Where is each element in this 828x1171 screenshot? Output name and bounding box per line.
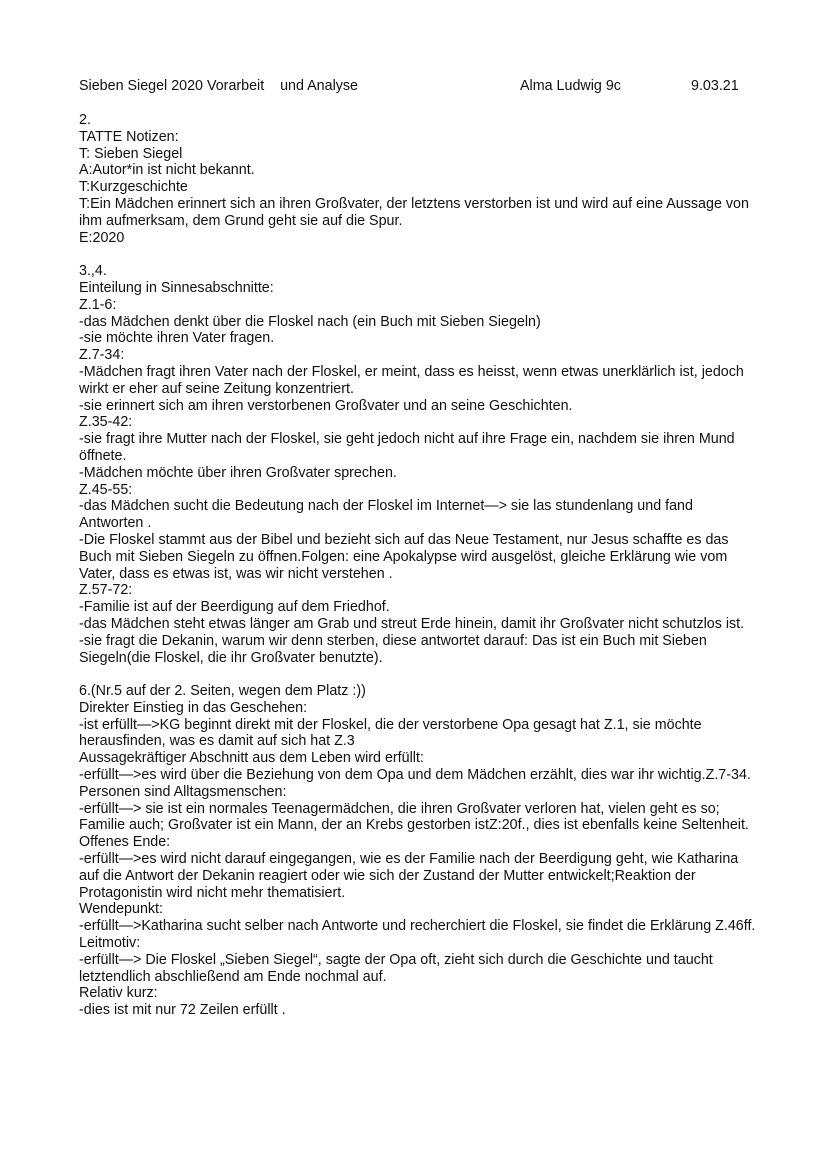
section-34-line: Z.57-72:	[79, 582, 133, 599]
section-6-line: -erfüllt—> Die Floskel „Sieben Siegel“, sagte der Opa oft, zieht sich durch die Geschichte und taucht letztendlich abschließend am Ende nochmal auf.	[79, 951, 713, 985]
section-2-line: A:Autor*in ist nicht bekannt.	[79, 162, 255, 179]
section-34-line: -sie fragt ihre Mutter nach der Floskel, sie geht jedoch nicht auf ihre Frage ein, nachdem sie ihren Mund öffnete.	[79, 431, 735, 464]
section-2-number: 2.	[79, 112, 91, 128]
section-34-line: -Mädchen fragt ihren Vater nach der Floskel, er meint, dass es heisst, wenn etwas unerklärlich ist, jedoch wirkt er eher auf seine Zeitung konzentriert.	[79, 363, 744, 397]
section-2-line: T:Ein Mädchen erinnert sich an ihren Großvater, der letztens verstorben ist und wird auf eine Aussage von ihm aufmerksam, dem Grund geht sie auf die Spur.	[79, 195, 749, 229]
section-34-number: 3.,4.	[79, 263, 107, 280]
section-34-line: -Die Floskel stammt aus der Bibel und bezieht sich auf das Neue Testament, nur Jesus schaffte es das Buch mit Sieben Siegeln zu öffnen.Folgen: eine Apokalypse wird ausgelöst, gleiche Erklärung wie vom Vater, dass es etwas ist, was wir nicht verstehen .	[79, 531, 729, 582]
section-gap	[79, 246, 759, 263]
document-header	[79, 78, 828, 96]
section-2-line: T: Sieben Siegel	[79, 145, 183, 162]
document-date: 9.03.21	[691, 78, 739, 94]
section-34-line: Z.1-6:	[79, 296, 117, 313]
section-6-line: Leitmotiv:	[79, 935, 141, 952]
section-6-number: 6.(Nr.5 auf der 2. Seiten, wegen dem Platz :))	[79, 683, 366, 700]
document-body	[79, 112, 759, 1019]
section-34-line: -Mädchen möchte über ihren Großvater sprechen.	[79, 464, 397, 481]
section-6-line: Wendepunkt:	[79, 901, 163, 918]
section-6-line: -dies ist mit nur 72 Zeilen erfüllt .	[79, 1002, 286, 1019]
section-34-line: Z.7-34:	[79, 347, 125, 364]
section-34-line: -das Mädchen sucht die Bedeutung nach der Floskel im Internet—> sie las stundenlang und fand Antworten .	[79, 498, 693, 532]
section-34-line: -Familie ist auf der Beerdigung auf dem Friedhof.	[79, 599, 390, 616]
section-34-line: -das Mädchen denkt über die Floskel nach (ein Buch mit Sieben Siegeln)	[79, 313, 541, 330]
section-6-line: -ist erfüllt—>KG beginnt direkt mit der Floskel, die der verstorbene Opa gesagt hat Z.1, sie möchte herausfinden, was es damit auf sich hat Z.3	[79, 716, 702, 750]
section-2-line: E:2020	[79, 229, 125, 246]
section-34-heading: Einteilung in Sinnesabschnitte:	[79, 279, 274, 296]
section-6-line: Offenes Ende:	[79, 834, 171, 851]
section-6-line: -erfüllt—>es wird nicht darauf eingegangen, wie es der Familie nach der Beerdigung geht, wie Katharina auf die Antwort der Dekanin reagiert oder wie sich der Zustand der Mutter entwickelt;Reaktion der Protagonistin wird nicht mehr thematisiert.	[79, 851, 739, 901]
section-34-line: -das Mädchen steht etwas länger am Grab und streut Erde hinein, damit ihr Großvater nicht schutzlos ist.	[79, 615, 745, 632]
section-34-line: -sie möchte ihren Vater fragen.	[79, 330, 275, 347]
section-2-line: T:Kurzgeschichte	[79, 179, 188, 196]
section-6-line: Aussagekräftiger Abschnitt aus dem Leben wird erfüllt:	[79, 750, 424, 767]
section-6-line: -erfüllt—>es wird über die Beziehung von dem Opa und dem Mädchen erzählt, dies war ihr wichtig.Z.7-34.	[79, 767, 751, 784]
section-6-line: -erfüllt—>Katharina sucht selber nach Antworte und recherchiert die Floskel, sie findet die Erklärung Z.46ff.	[79, 918, 756, 935]
section-6-line: Relativ kurz:	[79, 985, 158, 1002]
section-gap	[79, 666, 759, 683]
section-34-line: Z.45-55:	[79, 481, 133, 498]
section-34-line: Z.35-42:	[79, 414, 133, 431]
section-6-line: Direkter Einstieg in das Geschehen:	[79, 699, 308, 716]
author-name: Alma Ludwig 9c	[520, 78, 621, 94]
section-2-heading: TATTE Notizen:	[79, 128, 179, 145]
section-34-line: -sie erinnert sich am ihren verstorbenen Großvater und an seine Geschichten.	[79, 397, 573, 414]
section-34-line: -sie fragt die Dekanin, warum wir denn sterben, diese antwortet darauf: Das ist ein Buch mit Sieben Siegeln(die Floskel, die ihr Großvater benutzte).	[79, 632, 707, 666]
section-6-line: Personen sind Alltagsmenschen:	[79, 783, 287, 800]
section-6-line: -erfüllt—> sie ist ein normales Teenagermädchen, die ihren Großvater verloren hat, vielen geht es so; Familie auch; Großvater ist ein Mann, der an Krebs gestorben istZ:20f., dies ist ebenfalls keine Seltenheit.	[79, 800, 749, 834]
document-title: Sieben Siegel 2020 Vorarbeit und Analyse	[79, 78, 358, 94]
